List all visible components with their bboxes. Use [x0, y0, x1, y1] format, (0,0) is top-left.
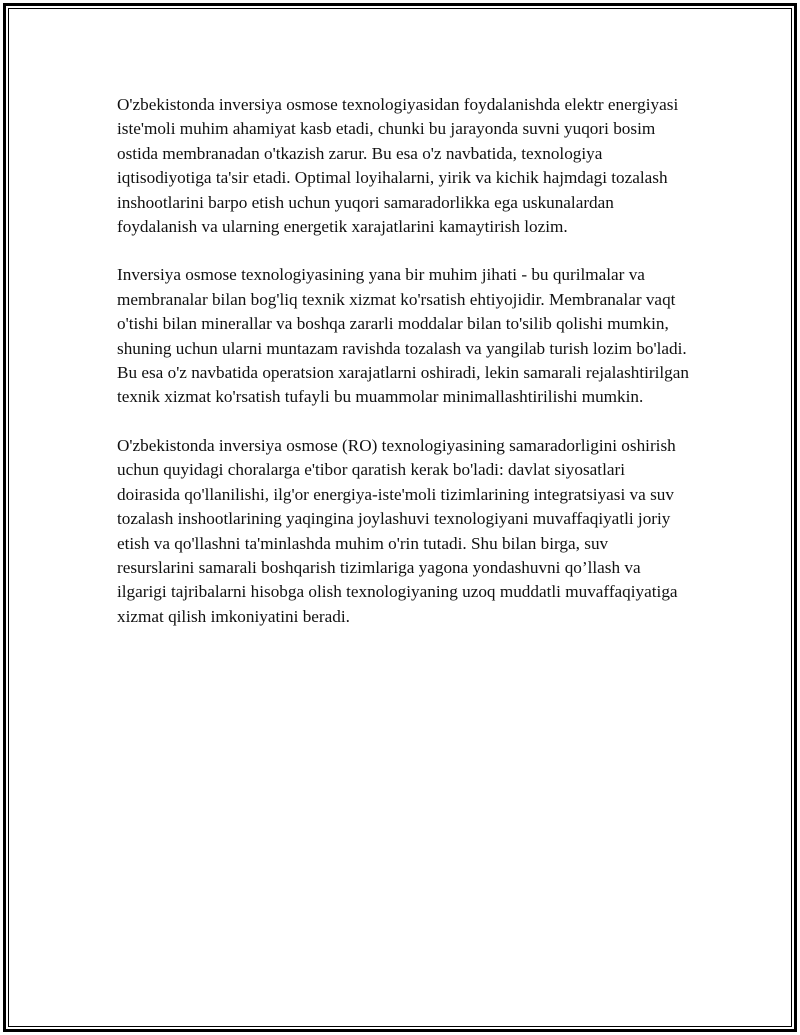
document-body [117, 93, 689, 653]
paragraph-efficiency-measures: O'zbekistonda inversiya osmose (RO) texnologiyasining samaradorligini oshirish uchun quyidagi choralarga e'tibor qaratish kerak bo'ladi: davlat siyosatlari doirasida qo'llanilishi, ilg'or energiya-iste'moli tizimlarining integratsiyasi va suv tozalash inshootlarining yaqingina joylashuvi texnologiyani muvaffaqiyatli joriy etish va qo'llashni ta'minlashda muhim o'rin tutadi. Shu bilan birga, suv resurslarini samarali boshqarish tizimlariga yagona yondashuvni qo’llash va ilgarigi tajribalarni hisobga olish texnologiyaning uzoq muddatli muvaffaqiyatiga xizmat qilish imkoniyatini beradi. [117, 435, 678, 626]
paragraph-electricity-consumption: O'zbekistonda inversiya osmose texnologiyasidan foydalanishda elektr energiyasi iste'moli muhim ahamiyat kasb etadi, chunki bu jarayonda suvni yuqori bosim ostida membranadan o'tkazish zarur. Bu esa o'z navbatida, texnologiya iqtisodiyotiga ta'sir etadi. Optimal loyihalarni, yirik va kichik hajmdagi tozalash inshootlarini barpo etish uchun yuqori samaradorlikka ega uskunalardan foydalanish va ularning energetik xarajatlarini kamaytirish lozim. [117, 95, 679, 237]
paragraph-membrane-maintenance: Inversiya osmose texnologiyasining yana bir muhim jihati - bu qurilmalar va membranalar bilan bog'liq texnik xizmat ko'rsatish ehtiyojidir. Membranalar vaqt o'tishi bilan minerallar va boshqa zararli moddalar bilan to'silib qolishi mumkin, shuning uchun ularni muntazam ravishda tozalash va yangilab turish lozim bo'ladi. Bu esa o'z navbatida operatsion xarajatlarni oshiradi, lekin samarali rejalashtirilgan texnik xizmat ko'rsatish tufayli bu muammolar minimallashtirilishi mumkin. [117, 265, 689, 407]
